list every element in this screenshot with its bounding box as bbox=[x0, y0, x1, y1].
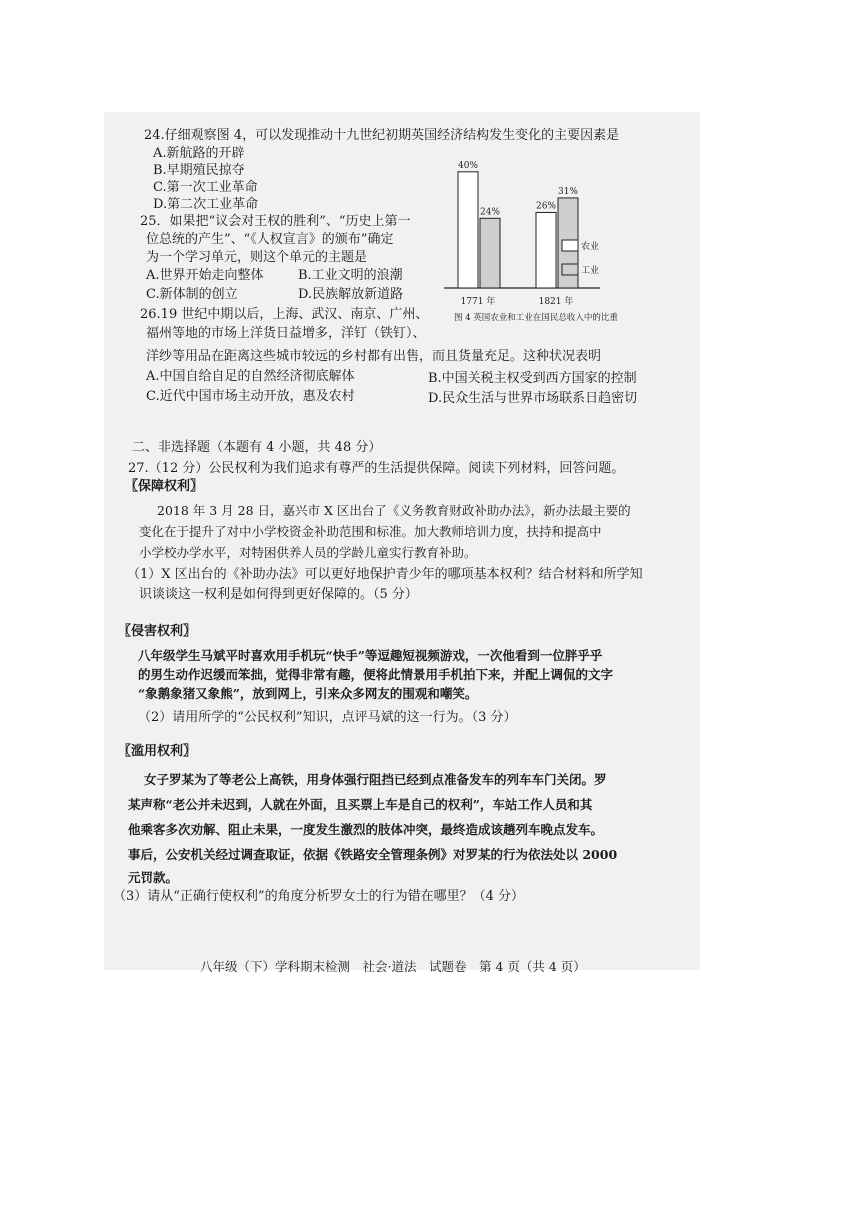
data-label-0-0: 40% bbox=[457, 160, 479, 171]
part-3-question: （3）请从“正确行使权利”的角度分析罗女士的行为错在哪里？（4 分） bbox=[113, 889, 524, 904]
q24-stem: 24.仔细观察图 4，可以发现推动十九世纪初期英国经济结构发生变化的主要因素是 bbox=[144, 128, 620, 143]
part-3-material-line-2: 某声称“老公并未迟到，人就在外面，且买票上车是自己的权利”，车站工作人员和其 bbox=[128, 797, 593, 812]
part-1-question-line-2: 识谈谈这一权利是如何得到更好保障的。（5 分） bbox=[139, 587, 418, 602]
part-3-material-line-1: 女子罗某为了等老公上高铁，用身体强行阻挡已经到点准备发车的列车车门关闭。罗 bbox=[144, 772, 607, 787]
legend-label-1: 工业 bbox=[581, 266, 600, 276]
part-3-material-line-3: 他乘客多次劝解、阻止未果，一度发生激烈的肢体冲突，最终造成该趟列车晚点发车。 bbox=[128, 822, 604, 837]
chart-caption: 图 4 英国农业和工业在国民总收入中的比重 bbox=[454, 313, 618, 323]
q25-option-d: D.民族解放新道路 bbox=[298, 287, 404, 302]
bar-industry-0 bbox=[480, 218, 500, 288]
q25-stem-line-1: 25．如果把“议会对王权的胜利”、“历史上第一 bbox=[140, 214, 411, 229]
q25-stem-line-3: 为一个学习单元，则这个单元的主题是 bbox=[146, 250, 368, 265]
x-tick-label-0: 1771 年 bbox=[460, 297, 496, 307]
q24-option-b: B.早期殖民掠夺 bbox=[153, 163, 245, 178]
bar-agriculture-1 bbox=[536, 212, 556, 288]
q25-option-a: A.世界开始走向整体 bbox=[146, 268, 264, 283]
q25-option-b: B.工业文明的浪潮 bbox=[298, 268, 403, 283]
q26-stem-line-1: 26.19 世纪中期以后，上海、武汉、南京、广州、 bbox=[140, 307, 429, 322]
section-2-heading: 二、非选择题（本题有 4 小题，共 48 分） bbox=[132, 440, 382, 455]
q26-stem-line-3: 洋纱等用品在距离这些城市较远的乡村都有出售，而且货量充足。这种状况表明 bbox=[146, 349, 602, 364]
figure-4-bar-chart bbox=[440, 158, 600, 308]
page-footer: 八年级（下）学科期末检测 社会·道法 试题卷 第 4 页（共 4 页） bbox=[200, 959, 586, 974]
bar-agriculture-0 bbox=[458, 172, 478, 288]
q25-option-c: C.新体制的创立 bbox=[146, 287, 238, 302]
q26-stem-line-2: 福州等地的市场上洋货日益增多，洋钉（铁钉）、 bbox=[146, 326, 426, 341]
q26-option-c: C.近代中国市场主动开放，惠及农村 bbox=[146, 389, 355, 404]
part-2-material-line-3: “象鹅象猪又象熊”，放到网上，引来众多网友的围观和嘲笑。 bbox=[138, 686, 478, 701]
part-3-material-line-4: 事后，公安机关经过调查取证，依据《铁路安全管理条例》对罗某的行为依法处以 2000 bbox=[128, 847, 618, 862]
part-2-material-line-2: 的男生动作迟缓而笨拙，觉得非常有趣，便将此情景用手机拍下来，并配上调侃的文字 bbox=[138, 667, 614, 682]
q26-option-a: A.中国自给自足的自然经济彻底解体 bbox=[146, 369, 355, 384]
legend-swatch-0 bbox=[562, 240, 578, 251]
q27-stem: 27.（12 分）公民权利为我们追求有尊严的生活提供保障。阅读下列材料，回答问题。 bbox=[128, 461, 625, 476]
data-label-0-1: 26% bbox=[535, 201, 557, 212]
part-1-material-line-3: 小学校办学水平，对特困供养人员的学龄儿童实行教育补助。 bbox=[139, 545, 477, 560]
q24-option-c: C.第一次工业革命 bbox=[153, 180, 258, 195]
part-2-title: 〖侵害权利〗 bbox=[118, 624, 197, 639]
part-3-material-line-5: 元罚款。 bbox=[128, 870, 179, 885]
q26-option-b: B.中国关税主权受到西方国家的控制 bbox=[428, 371, 637, 386]
part-1-title: 〖保障权利〗 bbox=[125, 479, 204, 494]
q24-option-d: D.第二次工业革命 bbox=[153, 197, 259, 212]
part-1-question-line-1: （1）X 区出台的《补助办法》可以更好地保护青少年的哪项基本权利？结合材料和所学知 bbox=[127, 567, 643, 582]
data-label-1-0: 24% bbox=[479, 207, 501, 218]
q24-option-a: A.新航路的开辟 bbox=[153, 146, 245, 161]
q25-stem-line-2: 位总统的产生”、“《人权宣言》的颁布”确定 bbox=[146, 232, 394, 247]
part-1-material-line-2: 变化在于提升了对中小学校资金补助范围和标准。加大教师培训力度，扶持和提高中 bbox=[139, 524, 602, 539]
part-1-material-line-1: 2018 年 3 月 28 日，嘉兴市 X 区出台了《义务教育财政补助办法》，新办法最主要的 bbox=[157, 503, 631, 518]
legend-label-0: 农业 bbox=[581, 242, 600, 252]
x-tick-label-1: 1821 年 bbox=[538, 297, 574, 307]
part-3-title: 〖滥用权利〗 bbox=[118, 744, 197, 759]
part-2-material-line-1: 八年级学生马斌平时喜欢用手机玩“快手”等逗趣短视频游戏，一次他看到一位胖乎乎 bbox=[138, 648, 603, 663]
part-2-question: （2）请用所学的“公民权利”知识，点评马斌的这一行为。（3 分） bbox=[138, 710, 517, 725]
data-label-1-1: 31% bbox=[557, 186, 579, 197]
q26-option-d: D.民众生活与世界市场联系日趋密切 bbox=[428, 391, 638, 406]
legend-swatch-1 bbox=[562, 264, 578, 275]
